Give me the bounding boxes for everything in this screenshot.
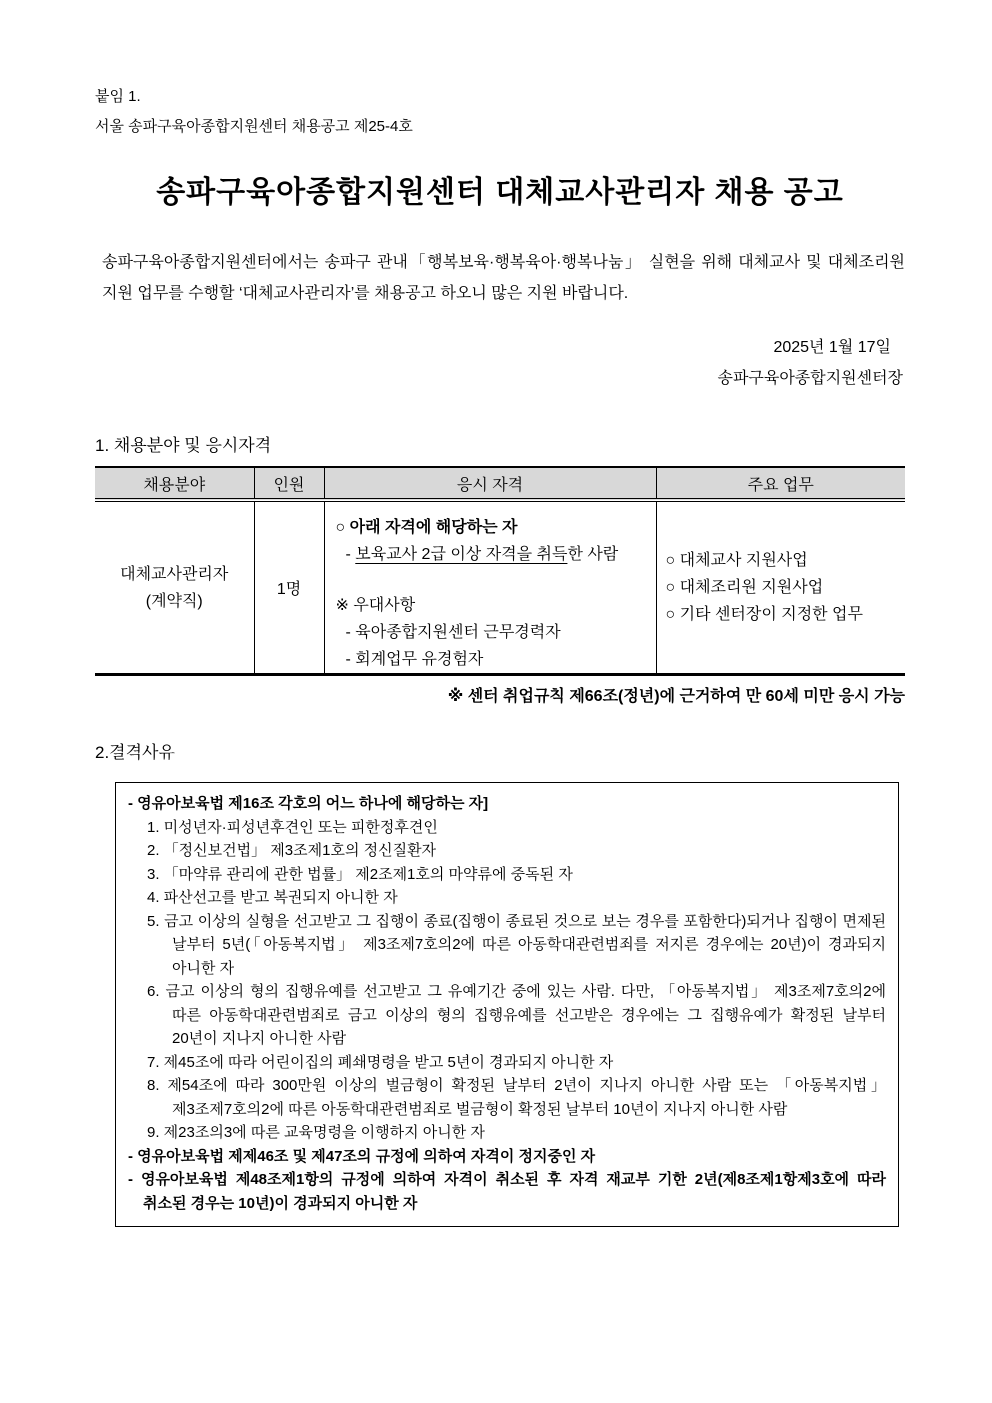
disqualification-box	[115, 782, 899, 1227]
disqualification-item: 1. 미성년자·피성년후견인 또는 피한정후견인	[147, 818, 438, 836]
preference-list	[336, 619, 648, 673]
requirement-suffix: 한 사람	[567, 546, 619, 563]
disqualification-item: 4. 파산선고를 받고 복권되지 아니한 자	[147, 889, 398, 906]
column-header-field: 채용분야	[95, 467, 254, 500]
disqualification-item: - 영유아보육법 제제46조 및 제47조의 규정에 의하여 자격이 정지중인 자	[128, 1147, 596, 1165]
field-name: 대체교사관리자	[120, 565, 229, 583]
signer-line: 송파구육아종합지원센터장	[717, 370, 903, 387]
disqualification-item: 8. 제54조에 따라 300만원 이상의 벌금형이 확정된 날부터 2년이 지나지 아니한 사람 또는 「아동복지법」 제3조제7호의2에 따른 아동학대관련범죄로 벌금형이 확정된 날부터 10년이 지나지 아니한 사람	[147, 1077, 886, 1118]
qualification-cell	[324, 500, 656, 675]
section-1-heading: 1. 채용분야 및 응시자격	[95, 436, 272, 455]
disqualification-item: 2. 「정신보건법」 제3조제1호의 정신질환자	[147, 842, 437, 859]
disqualification-item: 5. 금고 이상의 실형을 선고받고 그 집행이 종료(집행이 종료된 것으로 보는 경우를 포함한다)되거나 집행이 면제된 날부터 5년(「아동복지법」 제3조제7호의2에 따른 아동학대관련범죄를 저지른 경우에는 20년)이 경과되지 아니한 자	[147, 912, 886, 977]
count-cell: 1명	[254, 500, 324, 675]
disqualification-item: 9. 제23조의3에 따른 교육명령을 이행하지 아니한 자	[147, 1124, 485, 1141]
field-contract-type: (계약직)	[145, 592, 203, 610]
duties-list	[666, 547, 906, 628]
table-header-row	[95, 467, 905, 500]
requirement-dash: -	[345, 546, 356, 563]
duty-item: ○ 기타 센터장이 지정한 업무	[665, 606, 863, 623]
section-2-heading: 2.결격사유	[95, 743, 175, 762]
duty-item: ○ 대체조리원 지원사업	[665, 579, 824, 596]
duty-item: ○ 대체교사 지원사업	[665, 552, 808, 569]
qualification-spacer	[336, 568, 648, 592]
disqualification-item: 6. 금고 이상의 형의 집행유예를 선고받고 그 유예기간 중에 있는 사람. 다만, 「아동복지법」 제3조제7호의2에 따른 아동학대관련범죄로 금고 이상의 형의 집행유예를 선고받은 경우에는 그 집행유예가 확정된 날부터 20년이 지나지 아니한 사람	[147, 983, 886, 1047]
preference-item: - 회계업무 유경험자	[345, 651, 484, 668]
intro-paragraph: 송파구육아종합지원센터에서는 송파구 관내「행복보육·행복육아·행복나눔」 실현을 위해 대체교사 및 대체조리원 지원 업무를 수행할 ‘대체교사관리자’를 채용공고 하오니 많은 지원 바랍니다.	[102, 254, 905, 302]
preference-title: ※ 우대사항	[335, 597, 416, 614]
notice-number: 서울 송파구육아종합지원센터 채용공고 제25-4호	[95, 118, 413, 135]
column-header-count: 인원	[254, 467, 324, 500]
disqualification-item: - 영유아보육법 제48조제1항의 규정에 의하여 자격이 취소된 후 자격 재교부 기한 2년(제8조제1항제3호에 따라 취소된 경우는 10년)이 경과되지 아니한 자	[128, 1171, 886, 1212]
field-cell	[95, 500, 254, 675]
duties-cell	[656, 500, 905, 675]
qualification-title: ○ 아래 자격에 해당하는 자	[335, 519, 518, 536]
column-header-qualification: 응시 자격	[324, 467, 656, 500]
qualification-requirement	[336, 541, 648, 568]
table-row	[95, 500, 905, 675]
disqualification-item: - 영유아보육법 제16조 각호의 어느 하나에 해당하는 자]	[128, 795, 489, 812]
disqualification-item: 3. 「마약류 관리에 관한 법률」 제2조제1호의 마약류에 중독된 자	[147, 865, 573, 883]
attachment-label: 붙임 1.	[95, 88, 141, 105]
table-note: ※ 센터 취업규칙 제66조(정년)에 근거하여 만 60세 미만 응시 가능	[447, 688, 905, 705]
column-header-duties: 주요 업무	[656, 467, 905, 500]
date-line: 2025년 1월 17일	[773, 339, 891, 356]
disqualification-item: 7. 제45조에 따라 어린이집의 폐쇄명령을 받고 5년이 경과되지 아니한 자	[147, 1053, 614, 1071]
requirement-underlined-text: 보육교사 2급 이상 자격을 취득	[355, 546, 568, 563]
recruitment-table	[95, 466, 905, 676]
preference-item: - 육아종합지원센터 근무경력자	[345, 624, 561, 641]
page-title: 송파구육아종합지원센터 대체교사관리자 채용 공고	[156, 176, 844, 209]
